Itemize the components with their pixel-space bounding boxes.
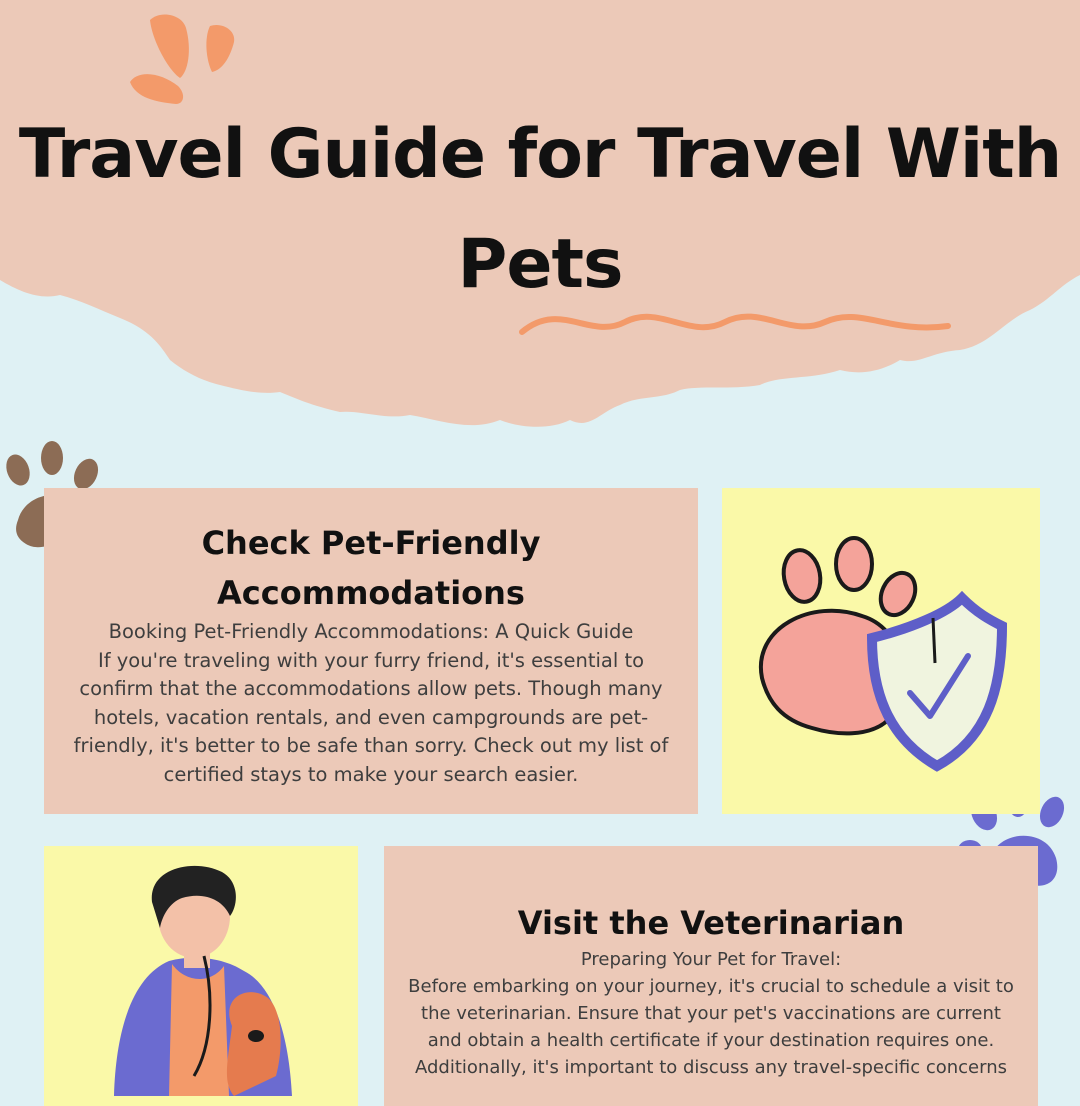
section-heading: Check Pet-Friendly Accommodations (201, 524, 541, 612)
veterinarian-illustration-panel (44, 846, 358, 1106)
accommodations-card (44, 488, 698, 814)
accommodations-illustration-panel (722, 488, 1040, 814)
pet-shield-check-icon (722, 488, 1040, 814)
section-body (406, 946, 1016, 1081)
section-subheading: Preparing Your Pet for Travel: (580, 949, 842, 970)
veterinarian-with-dog-illustration (44, 846, 358, 1106)
section-subheading: Booking Pet-Friendly Accommodations: A Quick Guide (108, 620, 634, 643)
section-heading: Visit the Veterinarian (517, 904, 905, 942)
section-body (58, 618, 684, 789)
page-title: Travel Guide for Travel With Pets (18, 115, 1062, 304)
section-text: If you're traveling with your furry friend, it's essential to confirm that the accommodations allow pets. Though many hotels, vacation rentals, and even campgrounds are pet-friendly, it's better to be safe than sorry. Check out my list of certified stays to make your search easier. (73, 648, 669, 786)
section-text: Before embarking on your journey, it's crucial to schedule a visit to the veterinarian. Ensure that your pet's vaccinations are current and obtain a health certificate if your destination requires one. Additionally, it's important to discuss any travel-specific concerns (408, 976, 1014, 1078)
veterinarian-card (384, 846, 1038, 1106)
